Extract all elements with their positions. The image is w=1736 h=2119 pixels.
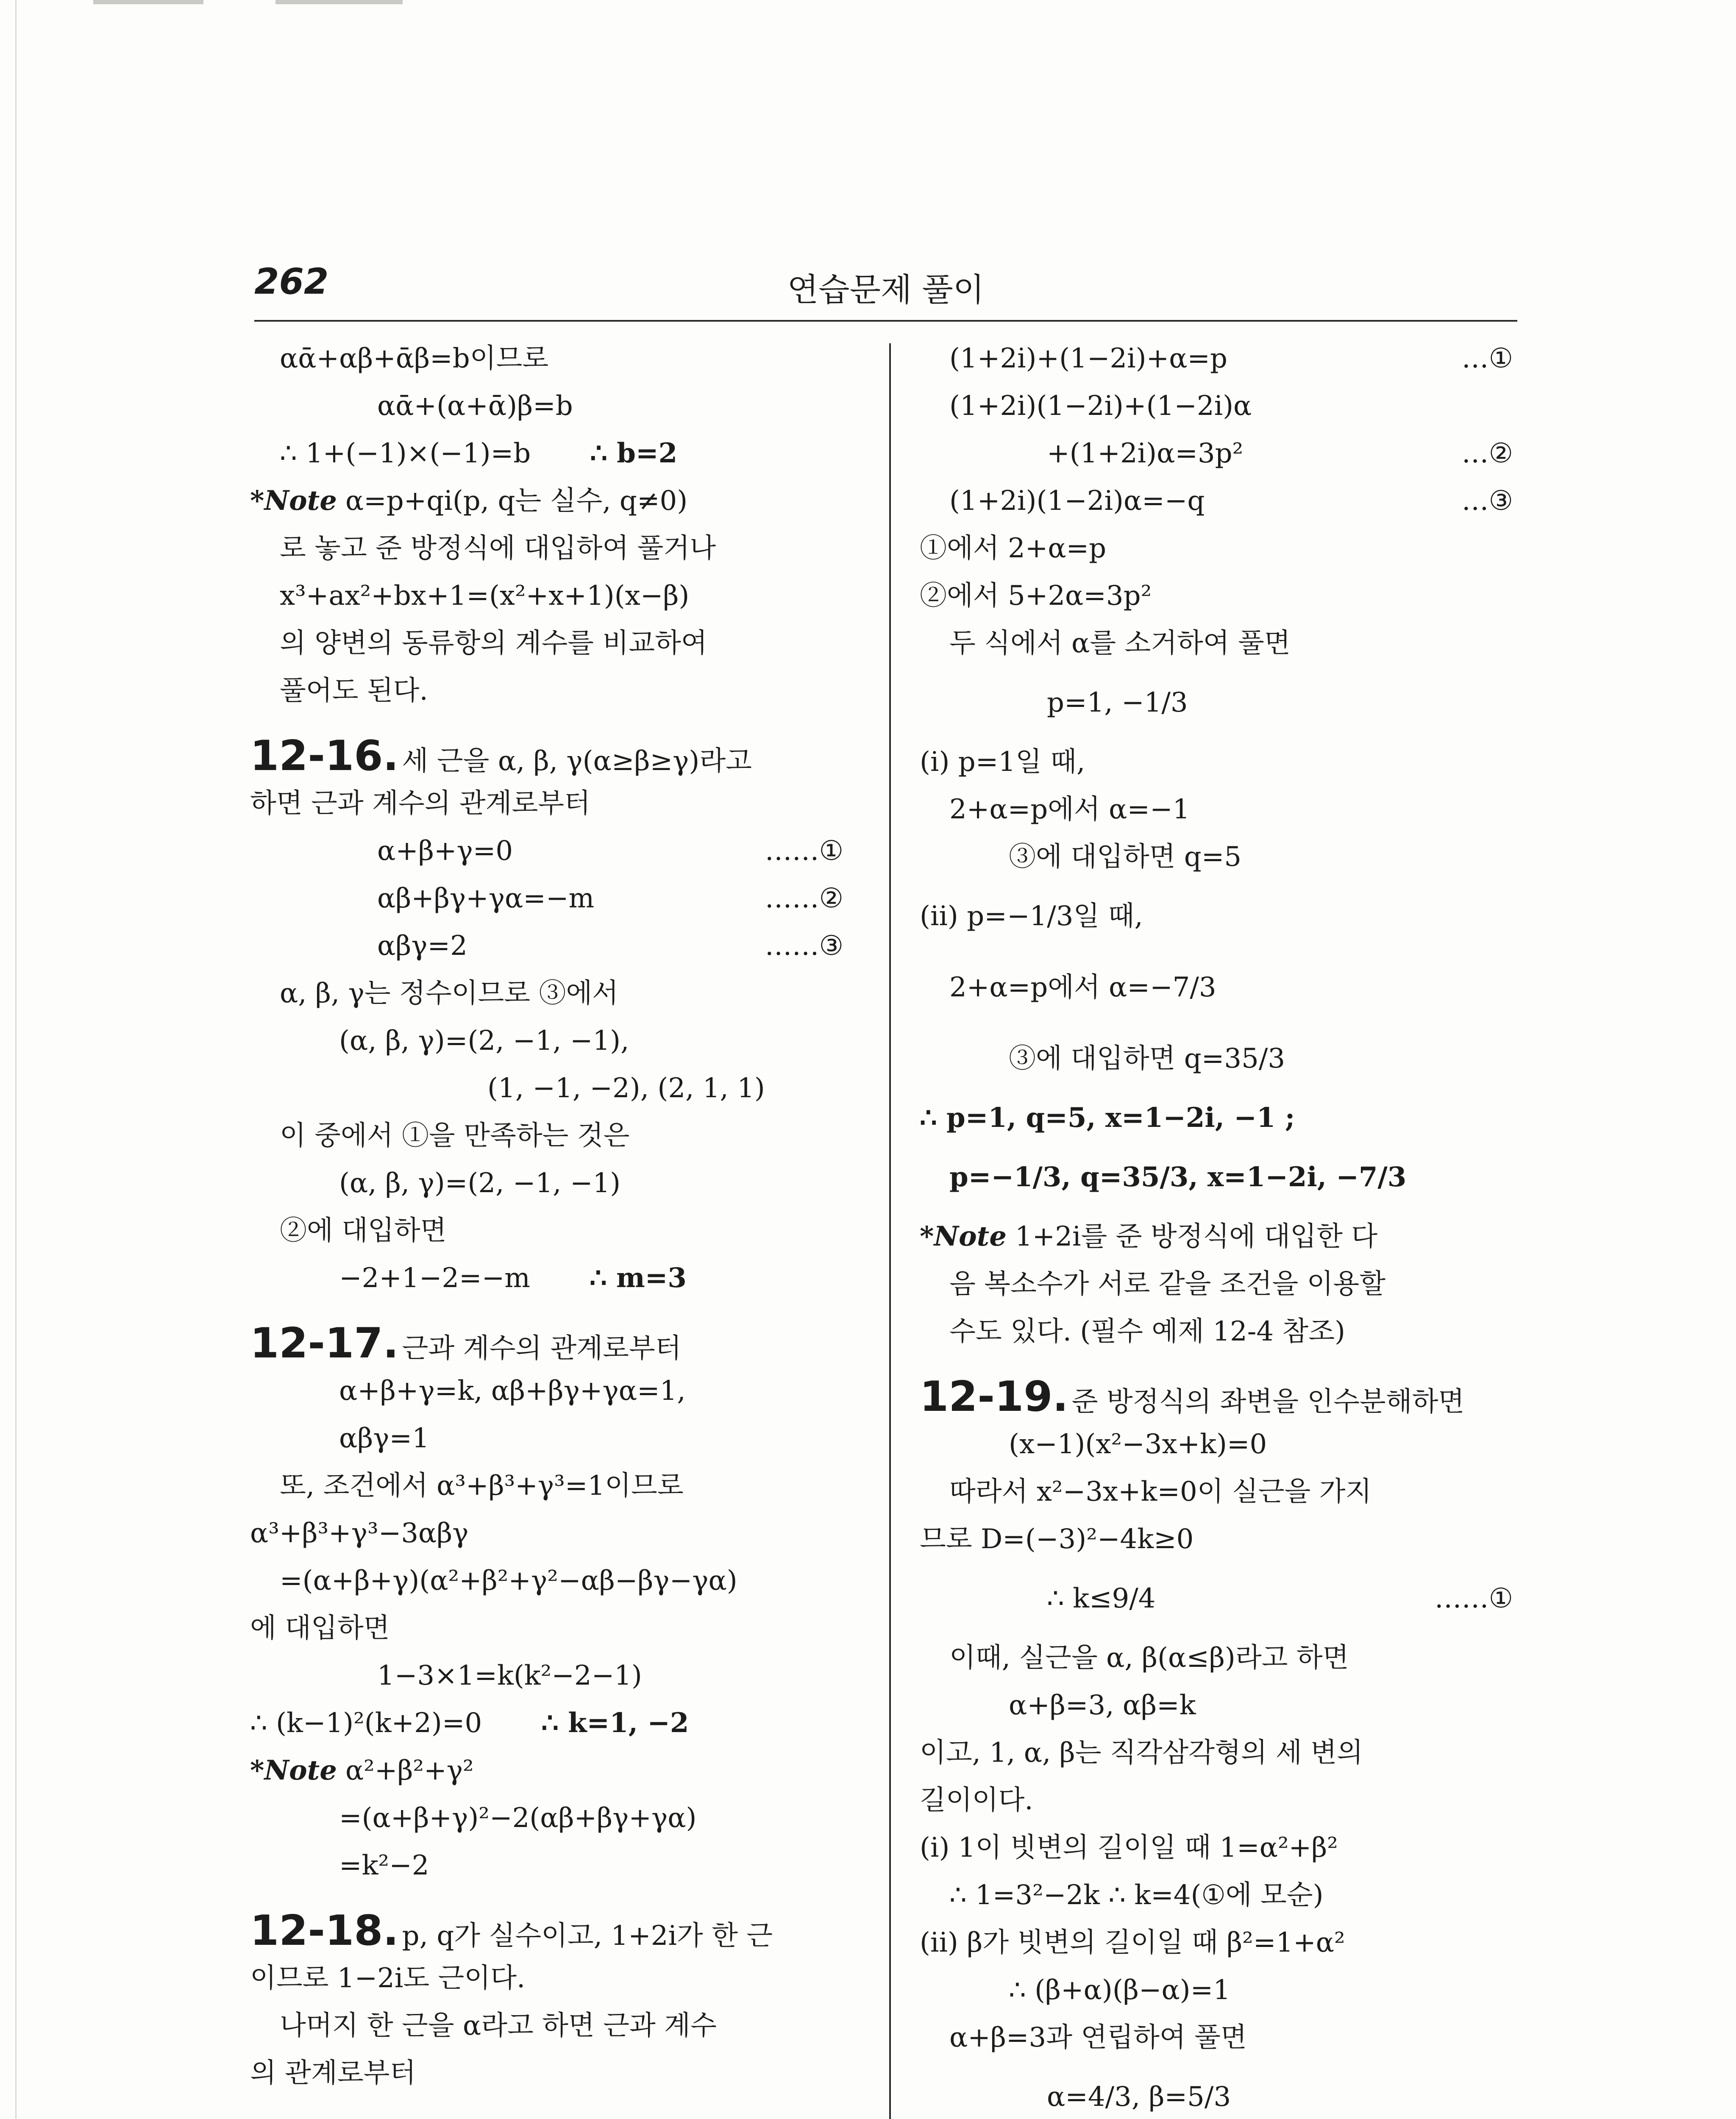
equation-number: …①: [1461, 343, 1513, 374]
text-line: 로 놓고 준 방정식에 대입하여 풀거나: [280, 533, 716, 564]
text-line: ∴ (β+α)(β−α)=1: [1009, 1974, 1230, 2006]
text-line: 의 양변의 동류항의 계수를 비교하여: [280, 628, 707, 659]
equation-number: ……①: [765, 835, 843, 867]
page-header: [254, 256, 1517, 322]
equation: αβ+βγ+γα=−m: [377, 883, 595, 914]
text-line: [250, 1747, 856, 1794]
equation-number: …③: [1461, 485, 1513, 517]
equation: ∴ (k−1)²(k+2)=0: [250, 1707, 482, 1739]
text-line: 에 대입하면: [250, 1613, 390, 1644]
text-line: [250, 875, 856, 922]
equation-number: ……③: [765, 930, 843, 962]
text-line: 나머지 한 근을 α라고 하면 근과 계수: [280, 2010, 717, 2041]
text-line: αᾱ+αβ+ᾱβ=b이므로: [280, 343, 549, 374]
problem-text: p, q가 실수이고, 1+2i가 한 근: [402, 1920, 773, 1952]
text-line: [920, 477, 1526, 525]
note-label: *Note: [250, 1755, 337, 1786]
text-line: 이고, 1, α, β는 직각삼각형의 세 변의: [920, 1737, 1363, 1769]
text-line: x³+ax²+bx+1=(x²+x+1)(x−β): [280, 580, 690, 612]
equation: (1+2i)(1−2i)α=−q: [949, 485, 1205, 517]
text-line: [250, 1254, 856, 1302]
text-line: ②에서 5+2α=3p²: [920, 580, 1152, 612]
text-line: (x−1)(x²−3x+k)=0: [1009, 1429, 1267, 1460]
equation-number: ……①: [1434, 1583, 1513, 1614]
text-line: [920, 1563, 1526, 1634]
scan-mark: [275, 0, 403, 4]
note-text: α²+β²+γ²: [345, 1755, 474, 1786]
text-line: ②에 대입하면: [280, 1215, 447, 1246]
problem-number: 12-18.: [250, 1907, 399, 1955]
problem-text: 세 근을 α, β, γ(α≥β≥γ)라고: [402, 745, 752, 777]
answer: ∴ p=1, q=5, x=1−2i, −1 ;: [920, 1102, 1295, 1134]
equation-number: ……②: [765, 883, 843, 914]
text-line: [250, 477, 856, 525]
equation: −2+1−2=−m: [339, 1263, 530, 1294]
text-line: 하면 근과 계수의 관계로부터: [250, 788, 590, 819]
text-line: (ii) p=−1/3일 때,: [920, 901, 1143, 932]
equation-number: …②: [1461, 438, 1513, 469]
text-line: [250, 1907, 856, 1955]
text-line: ①에서 2+α=p: [920, 533, 1107, 564]
text-line: (1+2i)(1−2i)+(1−2i)α: [949, 390, 1252, 422]
text-line: α+β=3, αβ=k: [1009, 1690, 1196, 1721]
text-line: [920, 430, 1526, 477]
text-line: [250, 430, 856, 477]
text-line: 따라서 x²−3x+k=0이 실근을 가지: [949, 1476, 1372, 1507]
text-line: 1−3×1=k(k²−2−1): [377, 1660, 642, 1691]
text-line: αᾱ+(α+ᾱ)β=b: [377, 390, 573, 422]
text-line: (ii) β가 빗변의 길이일 때 β²=1+α²: [920, 1927, 1345, 1958]
text-line: ∴ 1=3²−2k ∴ k=4(①에 모순): [949, 1880, 1324, 1911]
text-line: 므로 D=(−3)²−4k≥0: [920, 1524, 1194, 1555]
equation: α+β+γ=0: [377, 835, 513, 867]
answer: p=−1/3, q=35/3, x=1−2i, −7/3: [949, 1161, 1407, 1193]
problem-number: 12-17.: [250, 1320, 399, 1367]
text-line: =k²−2: [339, 1850, 429, 1881]
text-line: [250, 1320, 856, 1367]
right-column: [920, 335, 1526, 2119]
text-line: 의 관계로부터: [250, 2058, 416, 2089]
text-line: =(α+β+γ)²−2(αβ+βγ+γα): [339, 1802, 697, 1834]
text-line: [920, 1373, 1526, 1421]
equation: ∴ 1+(−1)×(−1)=b: [280, 438, 531, 469]
answer: ∴ b=2: [590, 437, 678, 469]
text-line: (α, β, γ)=(2, −1, −1): [339, 1168, 621, 1199]
problem-number: 12-16.: [250, 732, 399, 780]
text-line: α=4/3, β=5/3: [1047, 2081, 1231, 2113]
text-line: [250, 922, 856, 970]
text-line: 풀어도 된다.: [280, 675, 428, 706]
text-line: α+β+γ=k, αβ+βγ+γα=1,: [339, 1375, 686, 1407]
scan-edge: [15, 0, 17, 2119]
problem-number: 12-19.: [920, 1373, 1068, 1421]
text-line: 이때, 실근을 α, β(α≤β)라고 하면: [949, 1642, 1349, 1674]
text-line: (1, −1, −2), (2, 1, 1): [487, 1073, 765, 1104]
note-label: *Note: [920, 1221, 1007, 1252]
text-line: αβγ=1: [339, 1423, 429, 1454]
problem-text: 근과 계수의 관계로부터: [402, 1333, 682, 1364]
equation: ∴ k≤9/4: [1047, 1583, 1156, 1614]
text-line: [250, 1699, 856, 1747]
text-line: 수도 있다. (필수 예제 12-4 참조): [949, 1316, 1346, 1347]
equation: αβγ=2: [377, 930, 467, 962]
equation: +(1+2i)α=3p²: [1047, 438, 1244, 469]
answer: ∴ m=3: [589, 1262, 687, 1294]
left-column: [250, 335, 856, 2097]
text-line: 또, 조건에서 α³+β³+γ³=1이므로: [280, 1470, 684, 1502]
text-line: p=1, −1/3: [1047, 687, 1188, 718]
text-line: 2+α=p에서 α=−1: [949, 794, 1190, 825]
scan-mark: [93, 0, 203, 4]
text-line: α³+β³+γ³−3αβγ: [250, 1518, 469, 1549]
equation: (1+2i)+(1−2i)+α=p: [949, 343, 1227, 374]
text-line: 2+α=p에서 α=−7/3: [949, 972, 1216, 1003]
text-line: α+β=3과 연립하여 풀면: [949, 2022, 1247, 2053]
note-label: *Note: [250, 485, 337, 517]
text-line: ③에 대입하면 q=5: [1009, 841, 1242, 873]
note-text: 1+2i를 준 방정식에 대입한 다: [1015, 1221, 1378, 1252]
text-line: ③에 대입하면 q=35/3: [1009, 1043, 1285, 1074]
text-line: [250, 827, 856, 875]
page-number: 262: [254, 261, 329, 302]
text-line: [920, 1213, 1526, 1260]
running-title: 연습문제 풀이: [787, 271, 985, 309]
column-divider: [889, 343, 891, 2119]
answer: ∴ k=1, −2: [541, 1707, 689, 1739]
text-line: (i) p=1일 때,: [920, 746, 1085, 778]
text-line: [920, 335, 1526, 382]
text-line: [250, 732, 856, 780]
problem-text: 준 방정식의 좌변을 인수분해하면: [1071, 1386, 1465, 1418]
text-line: α, β, γ는 정수이므로 ③에서: [280, 978, 619, 1009]
text-line: 이 중에서 ①을 만족하는 것은: [280, 1120, 630, 1151]
text-line: 두 식에서 α를 소거하여 풀면: [949, 628, 1291, 659]
text-line: 길이이다.: [920, 1785, 1033, 1816]
note-text: α=p+qi(p, q는 실수, q≠0): [345, 485, 688, 517]
text-line: 이므로 1−2i도 근이다.: [250, 1963, 526, 1994]
text-line: 음 복소수가 서로 같을 조건을 이용할: [949, 1268, 1386, 1300]
text-line: =(α+β+γ)(α²+β²+γ²−αβ−βγ−γα): [280, 1565, 737, 1596]
text-line: (i) 1이 빗변의 길이일 때 1=α²+β²: [920, 1832, 1338, 1863]
text-line: (α, β, γ)=(2, −1, −1),: [339, 1025, 629, 1057]
